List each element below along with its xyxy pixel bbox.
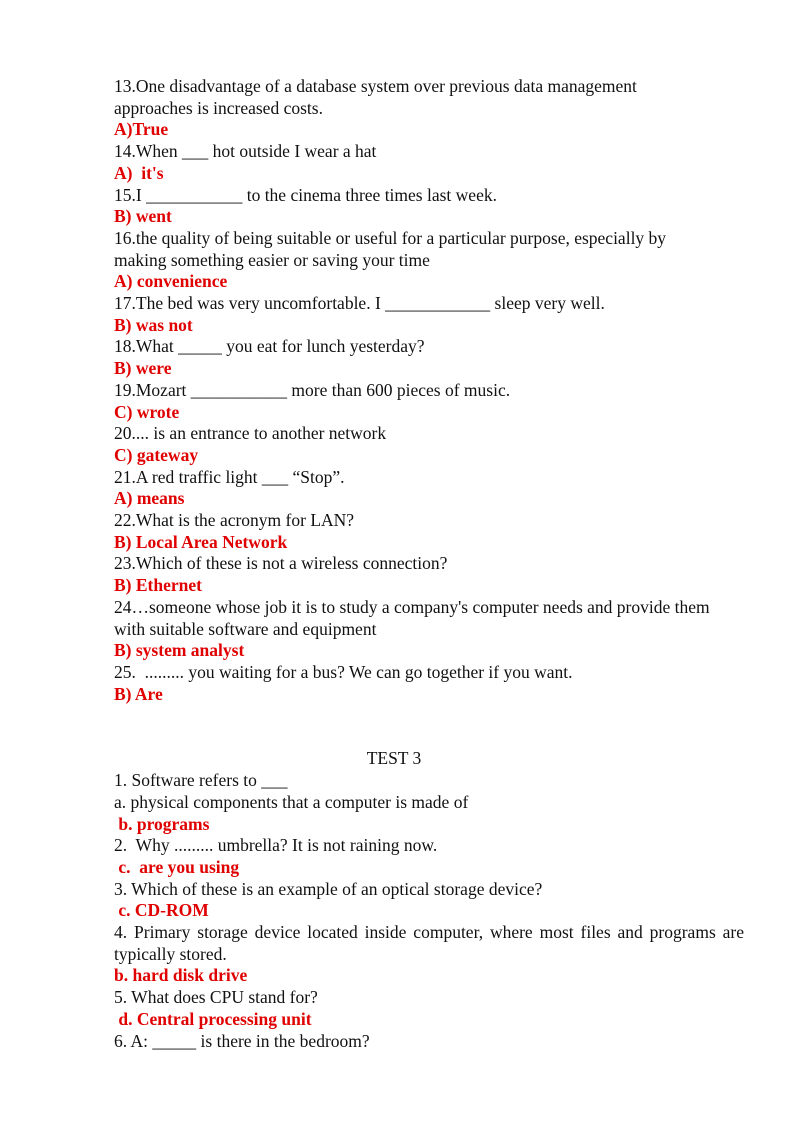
- test3-question-2: 2. Why ......... umbrella? It is not raining now.: [114, 835, 438, 856]
- test-title: TEST 3: [366, 748, 422, 769]
- document-page: [114, 76, 754, 1052]
- answer-22: B) Local Area Network: [114, 531, 288, 552]
- question-16: 16.the quality of being suitable or useful for a particular purpose, especially by making something easier or saving your time: [114, 227, 667, 270]
- question-18: 18.What _____ you eat for lunch yesterday?: [114, 336, 425, 357]
- answer-14: A) it's: [114, 162, 164, 183]
- question-25: 25. ......... you waiting for a bus? We can go together if you want.: [114, 661, 573, 682]
- answer-21: A) means: [114, 488, 185, 509]
- question-23: 23.Which of these is not a wireless connection?: [114, 553, 448, 574]
- test3-question-3: 3. Which of these is an example of an optical storage device?: [114, 878, 543, 899]
- section-spacer: [114, 705, 754, 748]
- test3-question-1: 1. Software refers to ___: [114, 770, 288, 791]
- answer-20: C) gateway: [114, 444, 199, 465]
- test3-option-1a: a. physical components that a computer is made of: [114, 791, 469, 812]
- answer-17: B) was not: [114, 314, 193, 335]
- test3-question-5: 5. What does CPU stand for?: [114, 987, 318, 1008]
- test3-question-4: 4. Primary storage device located inside computer, where most files and programs are typically stored.: [114, 922, 744, 964]
- question-20: 20.... is an entrance to another network: [114, 423, 387, 444]
- question-13: 13.One disadvantage of a database system over previous data management approaches is increased costs.: [114, 76, 637, 118]
- answer-16: A) convenience: [114, 271, 228, 292]
- answer-24: B) system analyst: [114, 640, 245, 661]
- question-17: 17.The bed was very uncomfortable. I ____________ sleep very well.: [114, 293, 605, 314]
- answer-23: B) Ethernet: [114, 575, 202, 596]
- question-14: 14.When ___ hot outside I wear a hat: [114, 141, 377, 162]
- answer-15: B) went: [114, 206, 172, 227]
- answer-25: B) Are: [114, 683, 163, 704]
- question-24: 24…someone whose job it is to study a company's computer needs and provide them with suitable software and equipment: [114, 596, 710, 639]
- question-19: 19.Mozart ___________ more than 600 pieces of music.: [114, 379, 511, 400]
- test3-answer-1: b. programs: [114, 813, 210, 834]
- test3-answer-4: b. hard disk drive: [114, 965, 248, 986]
- answer-19: C) wrote: [114, 401, 180, 422]
- test3-question-6: 6. A: _____ is there in the bedroom?: [114, 1030, 370, 1051]
- question-22: 22.What is the acronym for LAN?: [114, 510, 355, 531]
- test3-answer-5: d. Central processing unit: [114, 1008, 312, 1029]
- answer-13: A)True: [114, 119, 169, 140]
- question-21: 21.A red traffic light ___ “Stop”.: [114, 466, 345, 487]
- test3-answer-2: c. are you using: [114, 856, 240, 877]
- question-15: 15.I ___________ to the cinema three times last week.: [114, 184, 497, 205]
- test3-answer-3: c. CD-ROM: [114, 900, 209, 921]
- answer-18: B) were: [114, 358, 172, 379]
